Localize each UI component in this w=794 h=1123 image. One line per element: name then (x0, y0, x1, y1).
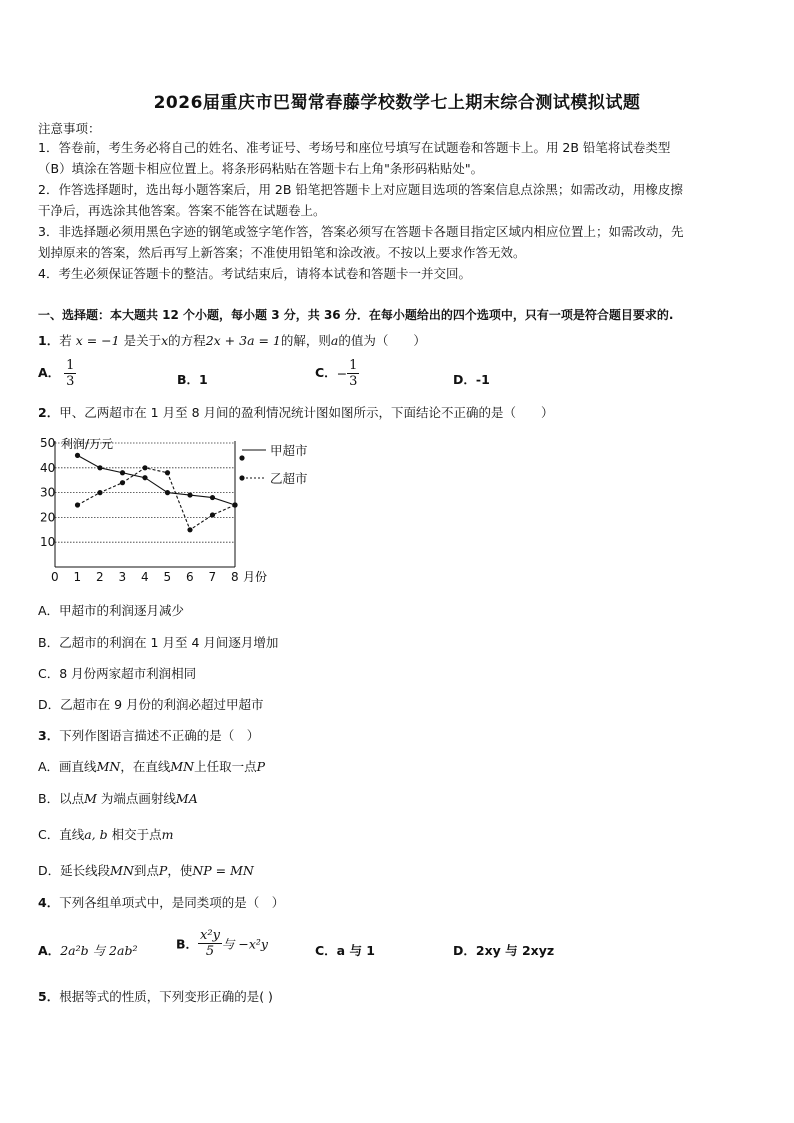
question-number: 3． (38, 728, 60, 743)
q5-text: 根据等式的性质，下列变形正确的是( ) (59, 989, 273, 1004)
q1-math: a (330, 333, 339, 348)
legend-marker (239, 455, 244, 460)
option-label: C． (315, 365, 337, 380)
data-point-yi (75, 502, 80, 507)
notice-line-5: 3．非选择题必须用黑色字迹的钢笔或签字笔作答，答案必须写在答题卡各题目指定区域内相应位置上；如需改动，先 (38, 224, 684, 239)
chart-series (75, 453, 238, 533)
y-axis-label: 利润/万元 (61, 437, 114, 451)
chart-legend (239, 443, 307, 486)
option-text: 上任取一点 (194, 759, 257, 774)
y-tick-label: 50 (40, 436, 56, 450)
data-point-jia (165, 490, 170, 495)
notice-heading: 注意事项： (38, 121, 101, 136)
x-tick-label: 3 (118, 570, 127, 584)
option-text: 为端点画射线 (100, 791, 176, 806)
profit-line-chart (38, 432, 338, 592)
question-3 (38, 728, 756, 744)
option-text: D．延长线段 (38, 863, 111, 878)
question-number: 1． (38, 333, 60, 348)
q4-option-c: C．a 与 1 (315, 943, 376, 958)
option-text: 相交于点 (111, 827, 162, 842)
data-point-yi (165, 470, 170, 475)
option-math: 与 −x²y (221, 936, 268, 952)
option-math: m (161, 827, 174, 842)
question-1 (38, 333, 756, 349)
data-point-jia (210, 495, 215, 500)
q2-text: 甲、乙两超市在 1 月至 8 月间的盈利情况统计图如图所示，下面结论不正确的是（ ） (59, 405, 554, 420)
data-point-jia (120, 470, 125, 475)
question-number: 2． (38, 405, 60, 420)
x-tick-label: 5 (163, 570, 172, 584)
option-math: MA (175, 791, 198, 806)
option-label: B． (176, 936, 199, 952)
q1-math: 2x + 3a = 1 (205, 333, 281, 348)
q1-option-a (38, 358, 76, 389)
q1-text: 的解，则 (280, 333, 331, 348)
data-point-yi (142, 465, 147, 470)
q1-text: 的方程 (168, 333, 206, 348)
q4-text: 下列各组单项式中，是同类项的是（ ） (59, 895, 285, 910)
fraction-numerator: 1 (66, 358, 75, 373)
question-5 (38, 989, 756, 1005)
q1-math: x (161, 333, 169, 348)
option-math: MN (170, 759, 195, 774)
q4-option-a (38, 941, 137, 959)
notice-line-1: 1．答卷前，考生务必将自己的姓名、准考证号、考场号和座位号填写在试题卷和答题卡上。用 2B 铅笔将试卷类型 (38, 140, 671, 155)
fraction-denominator: 3 (66, 374, 75, 389)
x-tick-label: 8 (231, 570, 239, 584)
q1-text: 若 (59, 333, 72, 348)
option-math: MN (110, 863, 134, 878)
q1-math: x = −1 (75, 333, 120, 348)
option-math: a, b (84, 827, 108, 842)
x-tick-label: 1 (73, 570, 82, 584)
data-point-yi (97, 490, 102, 495)
chart-ticks (40, 436, 239, 584)
q2-option-b: B．乙超市的利润在 1 月至 4 月间逐月增加 (38, 635, 279, 650)
q1-option-b: B．1 (177, 372, 208, 387)
fraction-denominator: 3 (349, 374, 358, 389)
data-point-jia (97, 465, 102, 470)
q3-option-d (38, 863, 756, 879)
data-point-yi (210, 512, 215, 517)
data-point-yi (120, 480, 125, 485)
x-tick-label: 2 (96, 570, 104, 584)
data-point-yi (232, 502, 237, 507)
data-point-jia (75, 453, 80, 458)
option-text: 到点 (133, 863, 159, 878)
legend-label: 甲超市 (270, 443, 308, 458)
notice-line-6: 划掉原来的答案，然后再写上新答案；不准使用铅笔和涂改液。不按以上要求作答无效。 (38, 245, 526, 260)
fraction (64, 358, 76, 389)
q1-option-d: D．-1 (453, 372, 490, 387)
q4-option-d: D．2xy 与 2xyz (453, 943, 555, 958)
option-math: NP = MN (192, 863, 254, 878)
question-number: 4． (38, 895, 60, 910)
x-tick-label: 0 (51, 570, 59, 584)
q3-text: 下列作图语言描述不正确的是（ ） (59, 728, 260, 743)
fraction-numerator: 1 (349, 358, 358, 373)
fraction-denominator: 5 (205, 944, 215, 959)
x-tick-label: 4 (141, 570, 149, 584)
fraction (347, 358, 359, 389)
q4-option-b (176, 928, 268, 959)
fraction (198, 928, 222, 959)
legend-label: 乙超市 (270, 471, 308, 486)
option-math: P (158, 863, 168, 878)
q2-option-a: A．甲超市的利润逐月减少 (38, 603, 185, 618)
x-tick-label: 6 (186, 570, 194, 584)
y-tick-label: 40 (40, 460, 56, 475)
page-title: 2026届重庆市巴蜀常春藤学校数学七上期末综合测试模拟试题 (153, 93, 641, 113)
x-tick-label: 7 (208, 570, 217, 584)
q1-text: 的值为（ ） (338, 333, 426, 348)
option-text: B．以点 (38, 791, 85, 806)
option-text: A．画直线 (38, 759, 97, 774)
option-math: M (84, 791, 97, 806)
option-math: MN (96, 759, 121, 774)
x-axis-label: 月份 (243, 570, 268, 584)
q3-option-c (38, 827, 756, 843)
legend-marker (239, 475, 244, 480)
notice-line-3: 2．作答选择题时，选出每小题答案后，用 2B 铅笔把答题卡上对应题目选项的答案信息点涂黑；如需改动，用橡皮擦 (38, 182, 683, 197)
q1-option-c (315, 358, 359, 389)
question-number: 5． (38, 989, 60, 1004)
q2-option-d: D．乙超市在 9 月份的利润必超过甲超市 (38, 697, 264, 712)
section-heading: 一、选择题：本大题共 12 个小题，每小题 3 分，共 36 分．在每小题给出的四个选项中，只有一项是符合题目要求的. (38, 308, 674, 322)
option-text: ，在直线 (120, 759, 171, 774)
option-label: A． (38, 943, 61, 958)
y-tick-label: 30 (40, 485, 56, 500)
option-text: ，使 (167, 863, 193, 878)
y-tick-label: 10 (40, 535, 56, 550)
notice-line-2: （B）填涂在答题卡相应位置上。将条形码粘贴在答题卡右上角"条形码粘贴处"。 (38, 161, 484, 176)
notice-line-4: 干净后，再选涂其他答案。答案不能答在试题卷上。 (38, 203, 326, 218)
fraction-numerator: x²y (200, 928, 220, 943)
minus-sign: − (336, 366, 348, 381)
q2-option-c: C．8 月份两家超市利润相同 (38, 666, 197, 681)
data-point-jia (142, 475, 147, 480)
notice-line-7: 4．考生必须保证答题卡的整洁。考试结束后，请将本试卷和答题卡一并交回。 (38, 266, 471, 281)
option-math: P (256, 759, 266, 774)
option-text: C．直线 (38, 827, 85, 842)
y-tick-label: 20 (40, 510, 56, 525)
data-point-yi (187, 527, 192, 532)
q1-text: 是关于 (123, 333, 162, 348)
q3-option-a (38, 759, 756, 775)
question-2 (38, 405, 756, 421)
question-4 (38, 895, 756, 911)
data-point-jia (187, 492, 192, 497)
option-label: A． (38, 365, 61, 380)
option-math: 2a²b 与 2ab² (60, 943, 138, 958)
chart-axes (55, 441, 235, 567)
q3-option-b (38, 791, 756, 807)
